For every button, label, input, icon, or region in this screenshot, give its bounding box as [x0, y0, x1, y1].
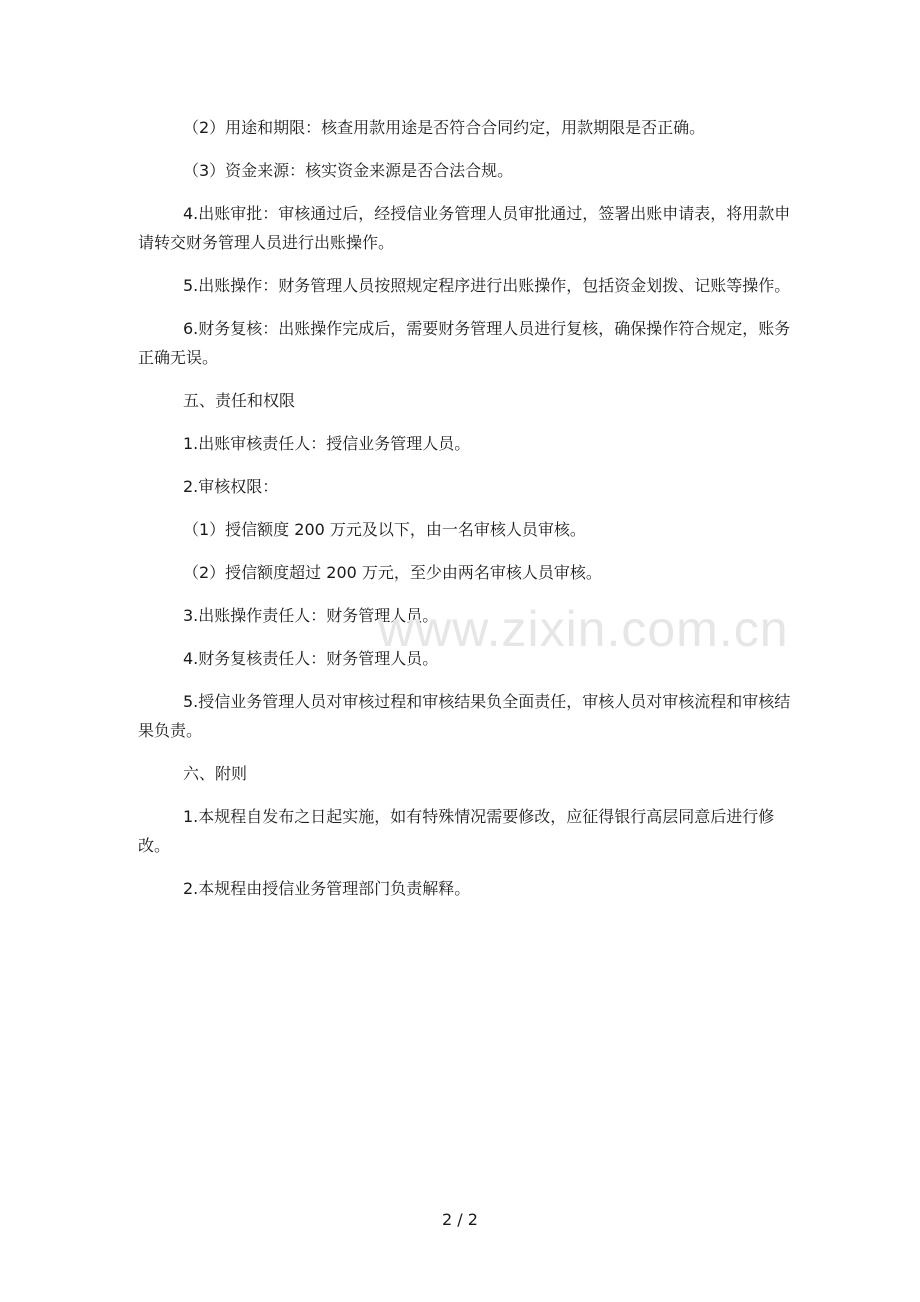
paragraph-disbursement-operation: 5.出账操作：财务管理人员按照规定程序进行出账操作，包括资金划拨、记账等操作。	[183, 276, 791, 295]
paragraph-operation-responsible: 3.出账操作责任人：财务管理人员。	[183, 606, 439, 625]
paragraph-usage-term: （2）用途和期限：核查用款用途是否符合合同约定，用款期限是否正确。	[183, 118, 706, 137]
paragraph-effective-date: 1.本规程自发布之日起实施，如有特殊情况需要修改，应征得银行高层同意后进行修改。	[138, 807, 775, 855]
paragraph-review-authority: 2.审核权限：	[183, 477, 279, 496]
paragraph-financial-review: 6.财务复核：出账操作完成后，需要财务管理人员进行复核，确保操作符合规定，账务正确无误。	[138, 319, 791, 367]
paragraph-fund-source: （3）资金来源：核实资金来源是否合法合规。	[183, 161, 514, 180]
paragraph-interpretation: 2.本规程由授信业务管理部门负责解释。	[183, 879, 471, 898]
page-number: 2 / 2	[442, 1210, 478, 1229]
document-body	[138, 113, 802, 917]
paragraph-overall-responsibility: 5.授信业务管理人员对审核过程和审核结果负全面责任，审核人员对审核流程和审核结果负责。	[138, 692, 791, 740]
paragraph-disbursement-approval: 4.出账审批：审核通过后，经授信业务管理人员审批通过，签署出账申请表，将用款申请转交财务管理人员进行出账操作。	[138, 204, 791, 252]
paragraph-authority-over-limit: （2）授信额度超过 200 万元，至少由两名审核人员审核。	[183, 563, 602, 582]
paragraph-authority-under-limit: （1）授信额度 200 万元及以下，由一名审核人员审核。	[183, 520, 586, 539]
section-heading-supplementary: 六、附则	[183, 764, 248, 783]
watermark: www.zixin.com.cn	[378, 601, 789, 657]
paragraph-review-responsible: 1.出账审核责任人：授信业务管理人员。	[183, 434, 471, 453]
section-heading-responsibility: 五、责任和权限	[183, 391, 296, 410]
paragraph-review-financial-responsible: 4.财务复核责任人：财务管理人员。	[183, 649, 439, 668]
